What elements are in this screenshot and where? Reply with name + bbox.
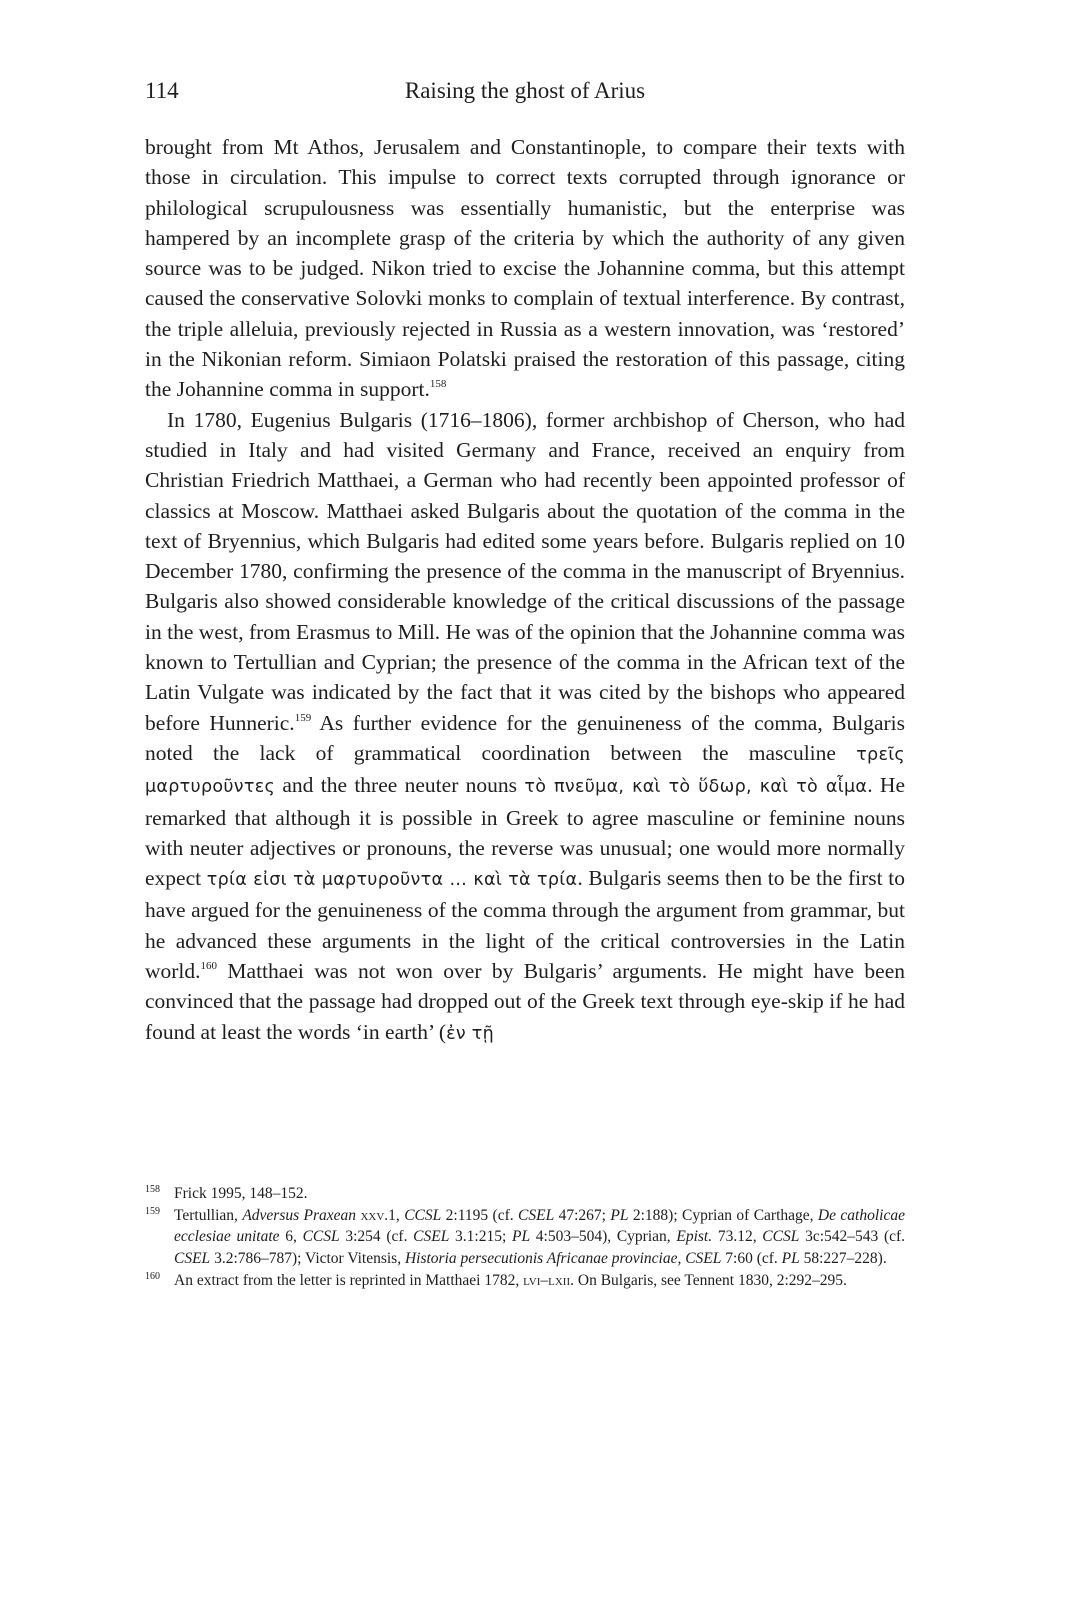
footnote-159: 159 Tertullian, Adversus Praxean xxv.1, CCSL 2:1195 (cf. CSEL 47:267; PL 2:188); Cyprian of Carthage, De catholicae ecclesiae unitate 6, CCSL 3:254 (cf. CSEL 3.1:215; PL 4:503–504), Cyprian, Epist. 73.12, CCSL 3c:542–543 (cf. CSEL 3.2:786–787); Victor Vitensis, Historia persecutionis Africanae provinciae, CSEL 7:60 (cf. PL 58:227–228). [145,1206,906,1267]
footnote-160: 160 An extract from the letter is reprinted in Matthaei 1782, lvi–lxii. On Bulgaris, see Tennent 1830, 2:292–295. [145,1270,847,1289]
footnote-158: 158 Frick 1995, 148–152. [145,1184,308,1202]
body-text [145,132,905,1049]
footnote-number: 158 [145,1184,160,1195]
page-number: 114 [145,78,179,103]
greek-phrase: ἐν τῇ [446,1023,495,1044]
greek-phrase: τὸ πνεῦμα, καὶ τὸ ὕδωρ, καὶ τὸ αἷμα [524,777,868,798]
footnote-ref-160[interactable]: 160 [200,960,218,973]
footnotes [145,1183,905,1292]
running-title: Raising the ghost of Arius [404,78,646,103]
paragraph-1: brought from Mt Athos, Jerusalem and Constantinople, to compare their texts with those in circulation. This impulse to correct texts corrupted through ignorance or philological scrupulousness was essentially humanistic, but the enterprise was hampered by an incomplete grasp of the criteria by which the authority of any given source was to be judged. Nikon tried to excise the Johannine comma, but this attempt caused the conservative Solovki monks to complain of textual interference. By contrast, the triple alleluia, previously rejected in Russia as a western innovation, was ‘restored’ in the Nikonian reform. Simiaon Polatski praised the restoration of this passage, citing the Johannine comma in support.$^{158}$ [145,135,905,402]
footnote-ref-158[interactable]: 158 [429,378,447,391]
footnote-ref-159[interactable]: 159 [294,711,312,724]
footnote-number: 159 [145,1206,160,1218]
paragraph-2: In 1780, Eugenius Bulgaris (1716–1806), former archbishop of Cherson, who had studied in Italy and had visited Germany and France, received an enquiry from Christian Friedrich Matthaei, a German who had recently been appointed professor of classics at Moscow. Matthaei asked Bulgaris about the quotation of the comma in the text of Bryennius, which Bulgaris had edited some years before. Bulgaris replied on 10 December 1780, confirming the presence of the comma in the manuscript of Bryennius. Bulgaris also showed considerable knowledge of the critical discussions of the passage in the west, from Erasmus to Mill. He was of the opinion that the Johannine comma was known to Tertullian and Cyprian; the presence of the comma in the African text of the Latin Vulgate was indicated by the fact that it was cited by the bishops who appeared before Hunneric.$^{159}$ As further evidence for the genuineness of the comma, Bulgaris noted the lack of grammatical coordination between the masculine τρεῖς μαρτυροῦντες and the three neuter nouns τὸ πνεῦμα, καὶ τὸ ὕδωρ, καὶ τὸ αἷμα. He remarked that although it is possible in Greek to agree masculine or feminine nouns with neuter adjectives or pronouns, the reverse was unusual; one would more normally expect τρία εἰσι τὰ μαρτυροῦντα … καὶ τὰ τρία. Bulgaris seems then to be the first to have argued for the genuineness of the comma through the argument from grammar, but he advanced these arguments in the light of the critical controversies in the Latin world.$^{160}$ Matthaei was not won over by Bulgaris’ arguments. He might have been convinced that the passage had dropped out of the Greek text through eye-skip if he had found at least the words ‘in earth’ (ἐν τῇ [145,407,905,1044]
greek-phrase: τρία εἰσι τὰ μαρτυροῦντα … καὶ τὰ τρία [206,870,578,891]
footnote-number: 160 [145,1270,160,1282]
greek-phrase: τρεῖς μαρτυροῦντες [145,744,905,798]
running-head [145,78,905,114]
page [145,78,905,1049]
